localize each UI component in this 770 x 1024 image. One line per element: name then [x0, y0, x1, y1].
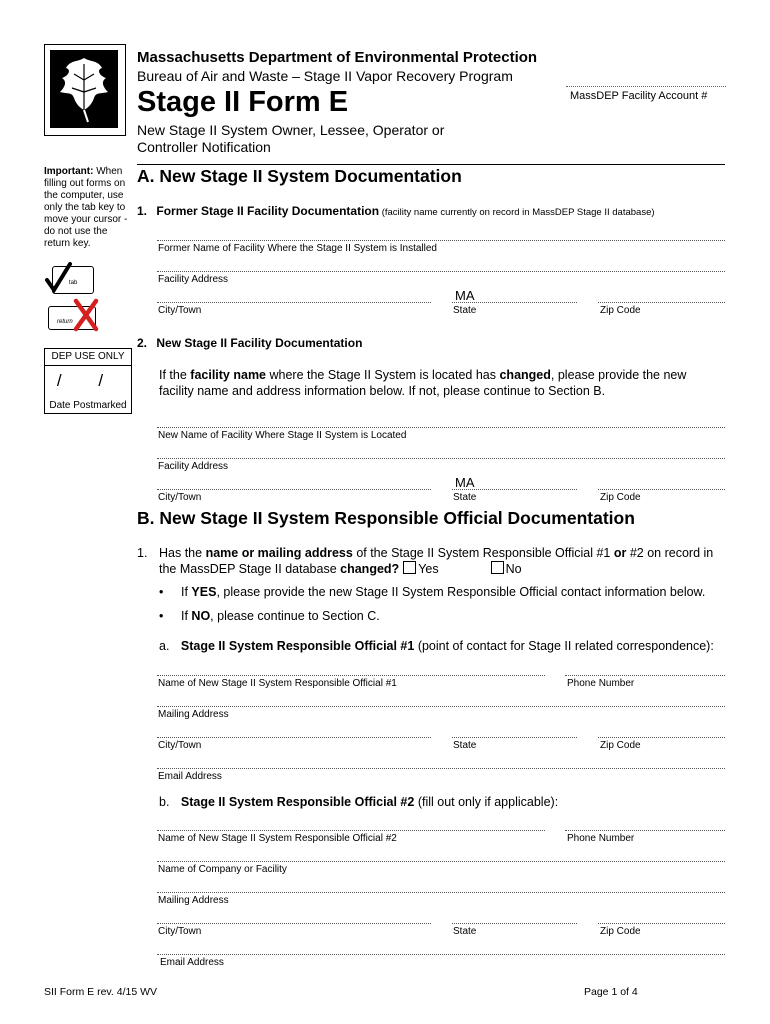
ro2-phone-label: Phone Number — [567, 833, 635, 844]
new-zip-field[interactable] — [598, 489, 725, 490]
bn-bold: NO — [191, 609, 211, 623]
former-zip-label: Zip Code — [600, 305, 641, 316]
dep-use-only-label: DEP USE ONLY — [45, 349, 131, 366]
ro1-zip-field[interactable] — [598, 737, 725, 738]
section-b-title: B. New Stage II System Responsible Official Documentation — [137, 508, 635, 528]
facility-account-field[interactable] — [566, 86, 726, 87]
item-2-bold-2: changed — [499, 368, 551, 382]
ro1-city-field[interactable] — [157, 737, 431, 738]
bullet-no — [159, 608, 725, 624]
new-state-value[interactable]: MA — [455, 475, 475, 490]
form-revision: SII Form E rev. 4/15 WV — [44, 986, 157, 998]
ro1-city-label: City/Town — [158, 740, 202, 751]
ro2-city-label: City/Town — [158, 926, 202, 937]
item-2-number: 2. — [137, 336, 148, 350]
item-2-heading — [137, 336, 362, 350]
tab-key-label: tab — [69, 280, 78, 286]
former-name-label: Former Name of Facility Where the Stage II System is Installed — [158, 243, 437, 254]
bullet-yes-text — [181, 584, 705, 600]
ro2-name-field[interactable] — [157, 830, 545, 831]
new-address-label: Facility Address — [158, 461, 229, 472]
former-name-field[interactable] — [157, 240, 725, 241]
no-label: No — [505, 562, 522, 576]
item-2-text-2: where the Stage II System is located has — [266, 368, 500, 382]
item-2-instructions — [159, 367, 719, 399]
important-text: When filling out forms on the computer, use only the tab key to move your cursor - do not use the return key. — [44, 166, 128, 249]
item-2-text-1: If the — [159, 368, 191, 382]
return-key-label: return — [57, 319, 73, 325]
ro1-mailing-label: Mailing Address — [158, 709, 229, 720]
item-2-title: New Stage II Facility Documentation — [156, 336, 363, 350]
ro2-phone-field[interactable] — [565, 830, 725, 831]
ro2-mailing-field[interactable] — [157, 892, 725, 893]
item-1-note: (facility name currently on record in MassDEP Stage II database) — [379, 207, 655, 218]
q1-text-1: Has the — [159, 546, 206, 560]
important-note — [44, 166, 130, 250]
facility-account-label: MassDEP Facility Account # — [570, 90, 708, 102]
ro2-company-field[interactable] — [157, 861, 725, 862]
agency-name: Massachusetts Department of Environmental Protection — [137, 49, 538, 66]
red-x-icon — [72, 298, 100, 332]
ro2-state-label: State — [453, 926, 477, 937]
question-1-text — [159, 545, 725, 577]
q1-bold-2: or — [613, 546, 627, 560]
new-state-label: State — [453, 492, 477, 503]
ro1-state-field[interactable] — [452, 737, 577, 738]
form-subtitle — [137, 122, 537, 156]
former-address-label: Facility Address — [158, 274, 229, 285]
checkmark-icon — [44, 262, 74, 296]
q1-text-2: of the Stage II System Responsible Official #1 — [352, 546, 614, 560]
subsection-b-heading — [159, 794, 725, 810]
return-key-cross — [44, 298, 104, 334]
ro2-name-label: Name of New Stage II System Responsible Official #2 — [158, 833, 397, 844]
ro2-zip-label: Zip Code — [600, 926, 641, 937]
ro2-mailing-label: Mailing Address — [158, 895, 229, 906]
ro2-city-field[interactable] — [157, 923, 431, 924]
yes-checkbox[interactable] — [403, 561, 416, 574]
ro1-zip-label: Zip Code — [600, 740, 641, 751]
item-1-heading — [137, 204, 655, 218]
subtitle-line-1: New Stage II System Owner, Lessee, Operator or — [137, 122, 445, 138]
former-city-field[interactable] — [157, 302, 431, 303]
ro1-name-field[interactable] — [157, 675, 545, 676]
by-text-1: If — [181, 585, 192, 599]
form-title: Stage II Form E — [137, 86, 349, 118]
subsection-b-letter: b. — [159, 795, 170, 809]
former-state-label: State — [453, 305, 477, 316]
former-zip-field[interactable] — [598, 302, 725, 303]
bullet-icon: • — [159, 585, 164, 599]
ro2-company-label: Name of Company or Facility — [158, 864, 287, 875]
q1-bold-3: changed? — [340, 562, 400, 576]
section-a-rule — [137, 164, 725, 165]
former-address-field[interactable] — [157, 271, 725, 272]
yes-label: Yes — [418, 562, 439, 576]
q1-bold-1: name or mailing address — [205, 546, 353, 560]
ro1-phone-label: Phone Number — [567, 678, 635, 689]
by-bold: YES — [191, 585, 217, 599]
new-address-field[interactable] — [157, 458, 725, 459]
new-city-label: City/Town — [158, 492, 202, 503]
tab-key-check — [44, 262, 96, 296]
new-name-field[interactable] — [157, 427, 725, 428]
subsection-b-title: Stage II System Responsible Official #2 — [180, 795, 415, 809]
ro2-email-field[interactable] — [157, 954, 725, 955]
ro2-zip-field[interactable] — [598, 923, 725, 924]
item-1-title: Former Stage II Facility Documentation — [156, 204, 380, 218]
question-1-number: 1. — [137, 546, 148, 560]
date-slashes: / / — [56, 371, 120, 390]
subsection-a-note: (point of contact for Stage II related correspondence): — [414, 639, 714, 653]
ro1-state-label: State — [453, 740, 477, 751]
no-checkbox[interactable] — [491, 561, 504, 574]
ro2-email-label: Email Address — [160, 957, 224, 968]
bullet-icon: • — [159, 609, 164, 623]
subtitle-line-2: Controller Notification — [137, 139, 271, 155]
new-state-field[interactable] — [452, 489, 577, 490]
bn-text-1: If — [181, 609, 192, 623]
page-number: Page 1 of 4 — [584, 986, 638, 998]
item-1-number: 1. — [137, 204, 148, 218]
subsection-a-heading — [159, 638, 725, 654]
ro1-email-label: Email Address — [158, 771, 222, 782]
ro1-phone-field[interactable] — [565, 675, 725, 676]
bullet-yes — [159, 584, 725, 600]
bn-text-2: , please continue to Section C. — [210, 609, 380, 623]
ro1-mailing-field[interactable] — [157, 706, 725, 707]
section-a-title: A. New Stage II System Documentation — [137, 166, 462, 186]
subsection-b-note: (fill out only if applicable): — [414, 795, 559, 809]
q1-text-3: #2 on record in the MassDEP Stage II database — [159, 546, 714, 576]
new-city-field[interactable] — [157, 489, 431, 490]
former-state-field[interactable] — [452, 302, 577, 303]
by-text-2: , please provide the new Stage II System Responsible Official contact information below. — [216, 585, 706, 599]
ro1-email-field[interactable] — [157, 768, 725, 769]
date-postmarked-label: Date Postmarked — [49, 400, 127, 411]
former-city-label: City/Town — [158, 305, 202, 316]
important-label: Important: — [44, 166, 94, 177]
oak-leaf-icon — [50, 50, 118, 128]
ro1-name-label: Name of New Stage II System Responsible Official #1 — [158, 678, 397, 689]
subsection-a-letter: a. — [159, 639, 170, 653]
item-2-bold-1: facility name — [190, 368, 267, 382]
new-name-label: New Name of Facility Where Stage II System is Located — [158, 430, 407, 441]
massdep-logo — [44, 44, 126, 136]
subsection-a-title: Stage II System Responsible Official #1 — [180, 639, 415, 653]
dep-use-only-box — [44, 348, 132, 414]
bullet-no-text — [181, 608, 380, 624]
question-1 — [137, 545, 725, 576]
ro2-state-field[interactable] — [452, 923, 577, 924]
bureau-name: Bureau of Air and Waste – Stage II Vapor Recovery Program — [137, 68, 513, 84]
new-zip-label: Zip Code — [600, 492, 641, 503]
former-state-value[interactable]: MA — [455, 288, 475, 303]
item-2-text-3: , please provide the new facility name and address information below. If not, please continue to Section B. — [159, 368, 687, 398]
